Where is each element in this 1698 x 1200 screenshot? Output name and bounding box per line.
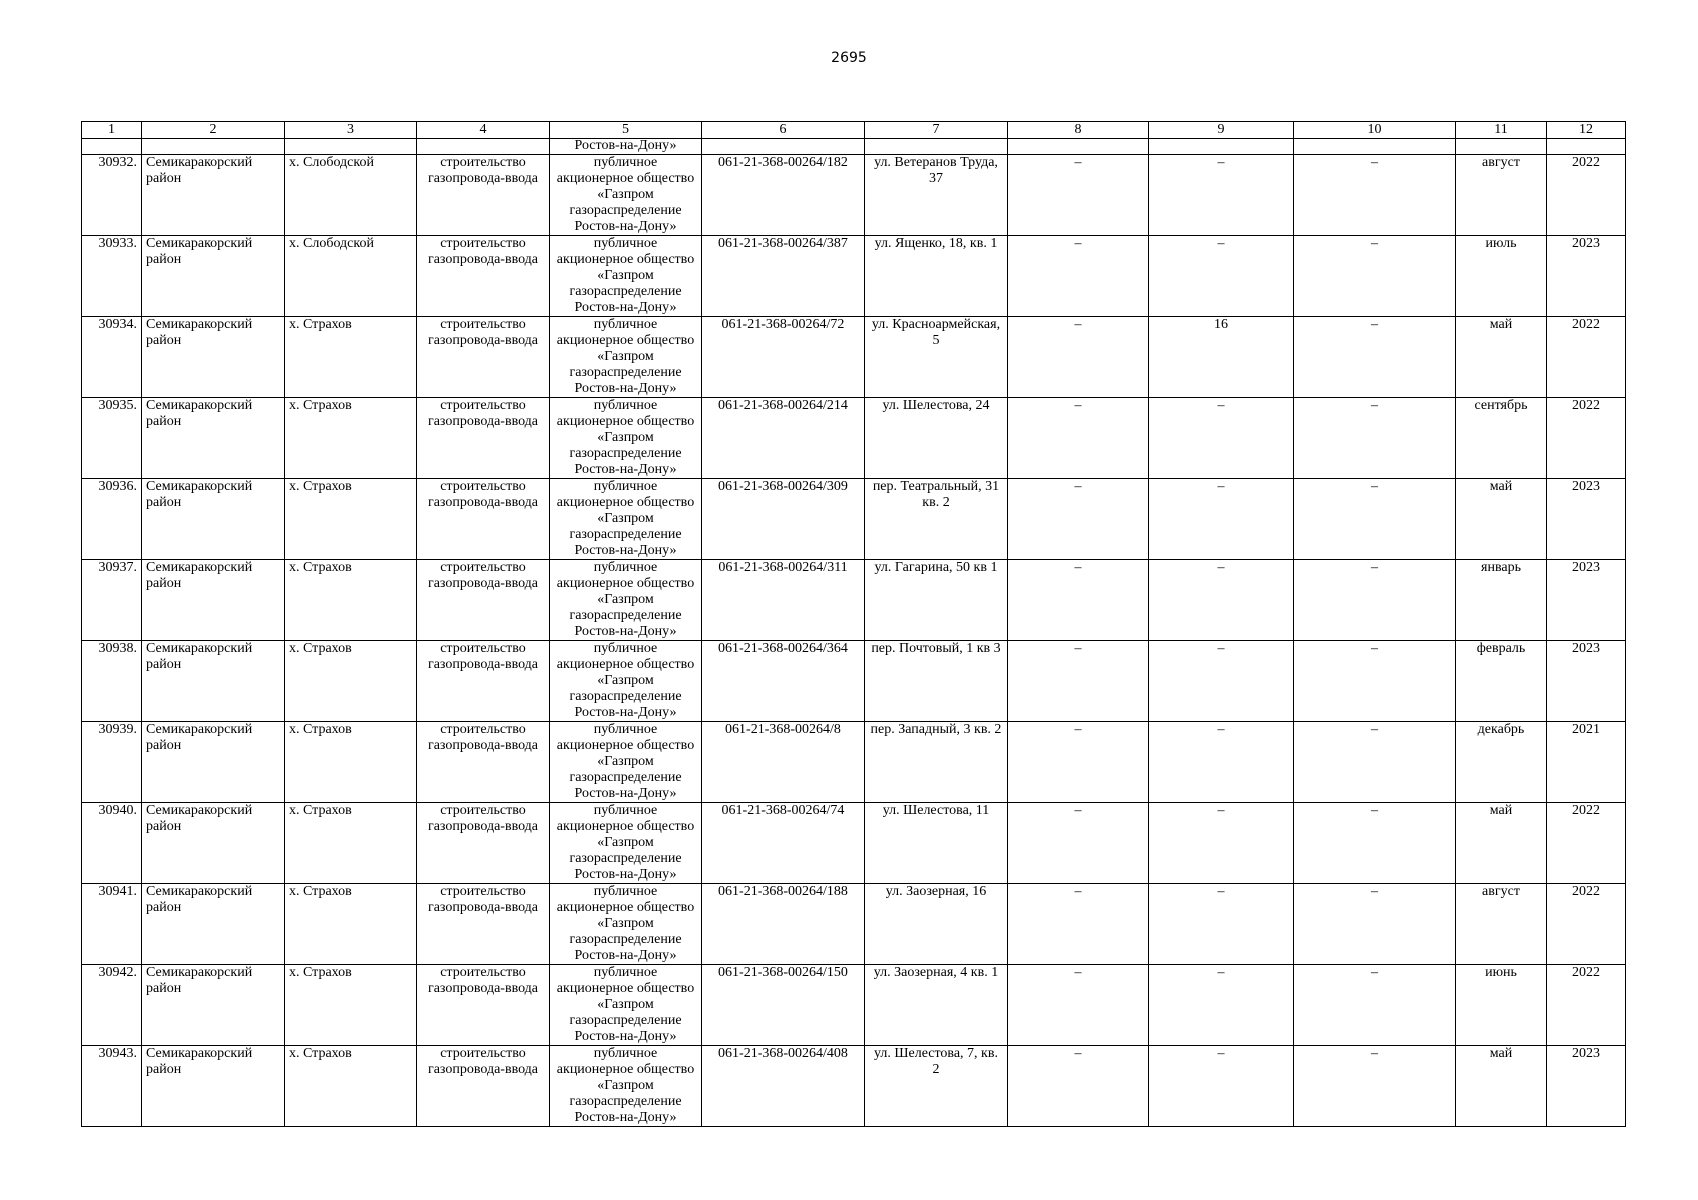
address-cell: ул. Ященко, 18, кв. 1: [865, 236, 1008, 317]
work-type-cell: строительство газопровода-ввода: [417, 884, 550, 965]
month-cell: август: [1456, 155, 1547, 236]
registration-code-cell: 061-21-368-00264/364: [702, 641, 865, 722]
work-type-cell: строительство газопровода-ввода: [417, 479, 550, 560]
organization-cell: публичное акционерное общество «Газпром газораспределение Ростов-на-Дону»: [550, 965, 702, 1046]
organization-cell: публичное акционерное общество «Газпром газораспределение Ростов-на-Дону»: [550, 317, 702, 398]
column-9-cell: –: [1149, 560, 1294, 641]
table-row: [82, 479, 1626, 560]
column-9-cell: –: [1149, 641, 1294, 722]
work-type-cell: строительство газопровода-ввода: [417, 155, 550, 236]
work-type-cell: строительство газопровода-ввода: [417, 560, 550, 641]
column-10-cell: –: [1294, 317, 1456, 398]
record-number: 30942.: [82, 965, 142, 1046]
year-cell: 2022: [1547, 398, 1626, 479]
settlement-cell: х. Слободской: [285, 155, 417, 236]
district-cell: Семикаракорский район: [142, 317, 285, 398]
column-10-cell: –: [1294, 155, 1456, 236]
settlement-cell: х. Слободской: [285, 236, 417, 317]
column-8-cell: –: [1008, 398, 1149, 479]
column-9-cell: –: [1149, 722, 1294, 803]
table-row: [82, 398, 1626, 479]
work-type-cell: строительство газопровода-ввода: [417, 965, 550, 1046]
column-number: 12: [1547, 122, 1626, 139]
year-cell: 2021: [1547, 722, 1626, 803]
record-number: 30934.: [82, 317, 142, 398]
table-row: [82, 155, 1626, 236]
settlement-cell: х. Страхов: [285, 965, 417, 1046]
column-8-cell: –: [1008, 965, 1149, 1046]
column-number: 6: [702, 122, 865, 139]
address-cell: ул. Шелестова, 24: [865, 398, 1008, 479]
column-10-cell: –: [1294, 803, 1456, 884]
column-8-cell: –: [1008, 884, 1149, 965]
column-number-row: [82, 122, 1626, 139]
address-cell: ул. Шелестова, 7, кв. 2: [865, 1046, 1008, 1127]
settlement-cell: х. Страхов: [285, 1046, 417, 1127]
table-row: [82, 722, 1626, 803]
record-number: 30943.: [82, 1046, 142, 1127]
year-cell: 2022: [1547, 155, 1626, 236]
record-number: 30938.: [82, 641, 142, 722]
column-8-cell: –: [1008, 317, 1149, 398]
column-number: 9: [1149, 122, 1294, 139]
district-cell: Семикаракорский район: [142, 803, 285, 884]
column-10-cell: –: [1294, 884, 1456, 965]
table-row: [82, 884, 1626, 965]
month-cell: январь: [1456, 560, 1547, 641]
column-number: 7: [865, 122, 1008, 139]
gas-connection-register-table: [81, 121, 1626, 1127]
work-type-cell: строительство газопровода-ввода: [417, 722, 550, 803]
table-row: [82, 236, 1626, 317]
district-cell: Семикаракорский район: [142, 722, 285, 803]
column-9-cell: –: [1149, 236, 1294, 317]
column-9-cell: –: [1149, 479, 1294, 560]
record-number: 30935.: [82, 398, 142, 479]
settlement-cell: х. Страхов: [285, 641, 417, 722]
organization-cell: публичное акционерное общество «Газпром газораспределение Ростов-на-Дону»: [550, 155, 702, 236]
column-8-cell: –: [1008, 803, 1149, 884]
district-cell: Семикаракорский район: [142, 560, 285, 641]
organization-cell: публичное акционерное общество «Газпром газораспределение Ростов-на-Дону»: [550, 722, 702, 803]
registration-code-cell: 061-21-368-00264/150: [702, 965, 865, 1046]
table-row: [82, 803, 1626, 884]
month-cell: май: [1456, 479, 1547, 560]
work-type-cell: строительство газопровода-ввода: [417, 803, 550, 884]
month-cell: август: [1456, 884, 1547, 965]
column-8-cell: –: [1008, 722, 1149, 803]
table-row: [82, 560, 1626, 641]
month-cell: июнь: [1456, 965, 1547, 1046]
address-cell: пер. Почтовый, 1 кв 3: [865, 641, 1008, 722]
address-cell: ул. Заозерная, 16: [865, 884, 1008, 965]
year-cell: 2023: [1547, 479, 1626, 560]
table-row: [82, 965, 1626, 1046]
record-number: 30940.: [82, 803, 142, 884]
column-number: 2: [142, 122, 285, 139]
year-cell: 2023: [1547, 560, 1626, 641]
work-type-cell: строительство газопровода-ввода: [417, 236, 550, 317]
year-cell: 2022: [1547, 965, 1626, 1046]
column-9-cell: 16: [1149, 317, 1294, 398]
column-number: 5: [550, 122, 702, 139]
column-8-cell: –: [1008, 155, 1149, 236]
column-8-cell: –: [1008, 641, 1149, 722]
column-8-cell: –: [1008, 560, 1149, 641]
year-cell: 2022: [1547, 884, 1626, 965]
settlement-cell: х. Страхов: [285, 479, 417, 560]
month-cell: июль: [1456, 236, 1547, 317]
address-cell: пер. Театральный, 31 кв. 2: [865, 479, 1008, 560]
settlement-cell: х. Страхов: [285, 317, 417, 398]
table-row: [82, 641, 1626, 722]
organization-cell: публичное акционерное общество «Газпром газораспределение Ростов-на-Дону»: [550, 398, 702, 479]
year-cell: 2023: [1547, 1046, 1626, 1127]
registration-code-cell: 061-21-368-00264/309: [702, 479, 865, 560]
organization-cell: публичное акционерное общество «Газпром газораспределение Ростов-на-Дону»: [550, 1046, 702, 1127]
year-cell: 2023: [1547, 641, 1626, 722]
column-10-cell: –: [1294, 479, 1456, 560]
column-9-cell: –: [1149, 965, 1294, 1046]
address-cell: ул. Красноармейская, 5: [865, 317, 1008, 398]
registration-code-cell: 061-21-368-00264/72: [702, 317, 865, 398]
registration-code-cell: 061-21-368-00264/311: [702, 560, 865, 641]
record-number: 30937.: [82, 560, 142, 641]
organization-cell: публичное акционерное общество «Газпром газораспределение Ростов-на-Дону»: [550, 803, 702, 884]
settlement-cell: х. Страхов: [285, 398, 417, 479]
work-type-cell: строительство газопровода-ввода: [417, 398, 550, 479]
column-number: 10: [1294, 122, 1456, 139]
registration-code-cell: 061-21-368-00264/182: [702, 155, 865, 236]
month-cell: февраль: [1456, 641, 1547, 722]
work-type-cell: строительство газопровода-ввода: [417, 641, 550, 722]
record-number: 30933.: [82, 236, 142, 317]
column-8-cell: –: [1008, 236, 1149, 317]
registration-code-cell: 061-21-368-00264/408: [702, 1046, 865, 1127]
column-10-cell: –: [1294, 641, 1456, 722]
column-8-cell: –: [1008, 479, 1149, 560]
column-number: 4: [417, 122, 550, 139]
continuation-row: [82, 139, 1626, 155]
column-9-cell: –: [1149, 884, 1294, 965]
year-cell: 2022: [1547, 317, 1626, 398]
district-cell: Семикаракорский район: [142, 155, 285, 236]
month-cell: май: [1456, 317, 1547, 398]
column-9-cell: –: [1149, 803, 1294, 884]
district-cell: Семикаракорский район: [142, 479, 285, 560]
registration-code-cell: 061-21-368-00264/188: [702, 884, 865, 965]
district-cell: Семикаракорский район: [142, 398, 285, 479]
month-cell: сентябрь: [1456, 398, 1547, 479]
column-number: 8: [1008, 122, 1149, 139]
record-number: 30932.: [82, 155, 142, 236]
column-10-cell: –: [1294, 560, 1456, 641]
year-cell: 2023: [1547, 236, 1626, 317]
record-number: 30939.: [82, 722, 142, 803]
work-type-cell: строительство газопровода-ввода: [417, 317, 550, 398]
address-cell: ул. Гагарина, 50 кв 1: [865, 560, 1008, 641]
registration-code-cell: 061-21-368-00264/8: [702, 722, 865, 803]
column-10-cell: –: [1294, 965, 1456, 1046]
table-row: [82, 1046, 1626, 1127]
district-cell: Семикаракорский район: [142, 965, 285, 1046]
district-cell: Семикаракорский район: [142, 641, 285, 722]
month-cell: май: [1456, 1046, 1547, 1127]
address-cell: пер. Западный, 3 кв. 2: [865, 722, 1008, 803]
month-cell: декабрь: [1456, 722, 1547, 803]
district-cell: Семикаракорский район: [142, 1046, 285, 1127]
organization-cell: публичное акционерное общество «Газпром газораспределение Ростов-на-Дону»: [550, 641, 702, 722]
column-number: 11: [1456, 122, 1547, 139]
address-cell: ул. Шелестова, 11: [865, 803, 1008, 884]
registration-code-cell: 061-21-368-00264/387: [702, 236, 865, 317]
column-number: 3: [285, 122, 417, 139]
column-number: 1: [82, 122, 142, 139]
work-type-cell: строительство газопровода-ввода: [417, 1046, 550, 1127]
settlement-cell: х. Страхов: [285, 722, 417, 803]
column-9-cell: –: [1149, 398, 1294, 479]
settlement-cell: х. Страхов: [285, 803, 417, 884]
organization-cell: публичное акционерное общество «Газпром газораспределение Ростов-на-Дону»: [550, 884, 702, 965]
organization-cell: публичное акционерное общество «Газпром газораспределение Ростов-на-Дону»: [550, 479, 702, 560]
district-cell: Семикаракорский район: [142, 236, 285, 317]
record-number: 30941.: [82, 884, 142, 965]
column-8-cell: –: [1008, 1046, 1149, 1127]
page-number: 2695: [831, 50, 867, 66]
year-cell: 2022: [1547, 803, 1626, 884]
column-10-cell: –: [1294, 236, 1456, 317]
record-number: 30936.: [82, 479, 142, 560]
organization-cell: публичное акционерное общество «Газпром газораспределение Ростов-на-Дону»: [550, 236, 702, 317]
table-row: [82, 317, 1626, 398]
column-10-cell: –: [1294, 722, 1456, 803]
registration-code-cell: 061-21-368-00264/74: [702, 803, 865, 884]
district-cell: Семикаракорский район: [142, 884, 285, 965]
settlement-cell: х. Страхов: [285, 560, 417, 641]
column-9-cell: –: [1149, 155, 1294, 236]
column-10-cell: –: [1294, 1046, 1456, 1127]
address-cell: ул. Заозерная, 4 кв. 1: [865, 965, 1008, 1046]
month-cell: май: [1456, 803, 1547, 884]
organization-cell: публичное акционерное общество «Газпром газораспределение Ростов-на-Дону»: [550, 560, 702, 641]
continuation-text: Ростов-на-Дону»: [550, 139, 702, 155]
settlement-cell: х. Страхов: [285, 884, 417, 965]
column-9-cell: –: [1149, 1046, 1294, 1127]
column-10-cell: –: [1294, 398, 1456, 479]
address-cell: ул. Ветеранов Труда, 37: [865, 155, 1008, 236]
registration-code-cell: 061-21-368-00264/214: [702, 398, 865, 479]
